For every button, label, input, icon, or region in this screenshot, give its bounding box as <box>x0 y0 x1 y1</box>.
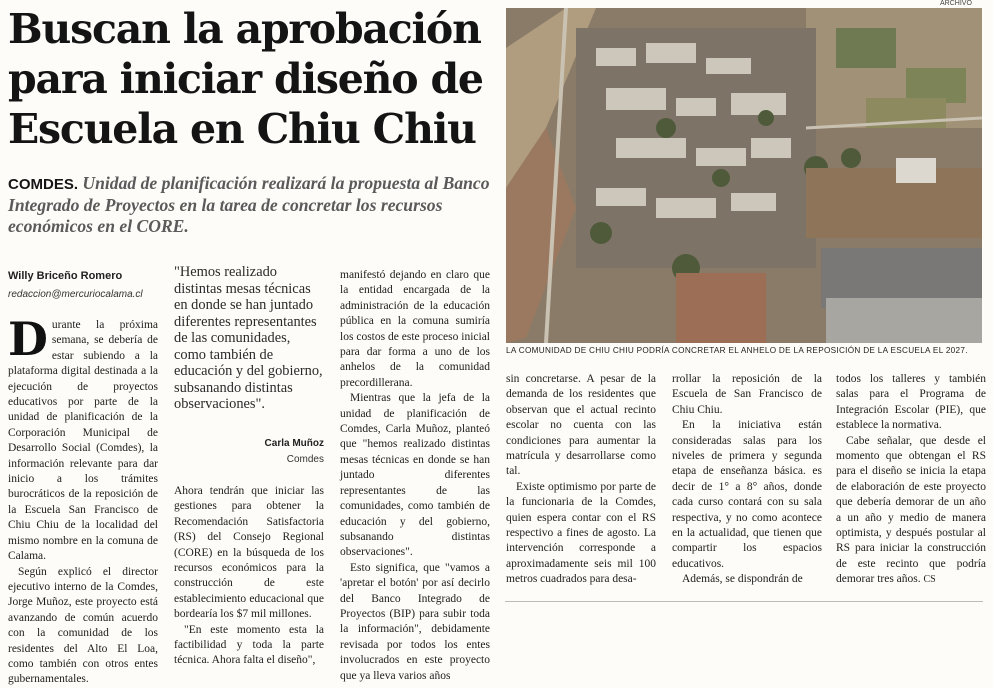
headline-line-3: Escuela en Chiu Chiu <box>8 105 476 153</box>
byline-email[interactable]: redaccion@mercuriocalama.cl <box>8 289 143 300</box>
article-column-2 <box>174 484 324 669</box>
photo-credit: ARCHIVO <box>940 0 972 7</box>
deck-kicker: COMDES. <box>8 176 79 193</box>
paragraph-text: urante la próxima semana, se debería de estar subiendo a la plataforma digital destinada a la ejecución de proyectos educativos por parte de la unidad de planificación de la Corporación Municipal de Desarrollo Social (Comdes), la información relevante para dar inicio a los trámites burocráticos de la reposición de la Escuela San Francisco de Chiu Chiu de la localidad del mismo nombre en la comuna de Calama. <box>8 319 158 563</box>
divider <box>505 601 983 602</box>
paragraph: Esto significa, que "vamos a 'apretar el botón' por así decirlo del Banco Integrado de Proyectos (BIP) para subir toda la información", debidamente revisada por todos los entes involucrados en este proyecto que ya lleva varios años <box>340 561 490 682</box>
photo-caption: LA COMUNIDAD DE CHIU CHIU PODRÍA CONCRETAR EL ANHELO DE LA REPOSICIÓN DE LA ESCUELA EL 2027. <box>506 346 968 355</box>
aerial-photo-image <box>506 8 982 343</box>
headline-line-1: Buscan la aprobación <box>8 5 481 53</box>
byline: Willy Briceño Romero <box>8 270 123 282</box>
pull-quote: "Hemos realizado distintas mesas técnicas en donde se han juntado diferentes representantes de las comunidades, como también de educación y del gobierno, subsanando distintas observaciones". <box>174 264 323 412</box>
headline-line-2: para iniciar diseño de <box>8 55 483 103</box>
paragraph: En la iniciativa están consideradas salas para los niveles de primera y segunda etapa de enseñanza básica. es decir de 1° a 8° años, donde cada curso contará con su sala respectiva, y no como acontece en la actualidad, que tienen que compartir los espacios educativos. <box>672 419 822 570</box>
article-column-4 <box>506 372 656 588</box>
paragraph: sin concretarse. A pesar de la demanda de los residentes que observan que el actual recinto escolar no cuenta con las condiciones para aumentar la matrícula y desarrollarse como tal. <box>506 373 656 478</box>
paragraph: Ahora tendrán que iniciar las gestiones para obtener la Recomendación Satisfactoria (RS) del Consejo Regional (CORE) en la búsqueda de los recursos económicos para la construcción de este establecimiento educacional que bordearía los $7 mil millones. <box>174 485 324 621</box>
article-column-1 <box>8 312 158 688</box>
article-column-5 <box>672 372 822 588</box>
headline <box>8 4 498 154</box>
paragraph-text: Cabe señalar, que desde el momento que obtengan el RS para el diseño se inicia la etapa de elaboración de este proyecto que debería demorar de un año a un año y medio de manera optimista, y después postular al RS para iniciar la construcción de este recinto que podría demorar tres años. <box>836 434 986 586</box>
paragraph: rrollar la reposición de la Escuela de San Francisco de Chiu Chiu. <box>672 373 822 416</box>
paragraph <box>8 312 158 565</box>
paragraph: Según explicó el director ejecutivo interno de la Comdes, Jorge Muñoz, este proyecto está avanzando de común acuerdo con la comunidad de los residentes del Alto El Loa, como también con otros entes gubernamentales. <box>8 565 158 686</box>
paragraph: todos los talleres y también salas para el Programa de Integración Escolar (PIE), que establece la normativa. <box>836 373 986 432</box>
paragraph: Además, se dispondrán de <box>682 573 803 586</box>
deck-text: Unidad de planificación realizará la propuesta al Banco Integrado de Proyectos en la tarea de concretar los recursos económicos en el CORE. <box>8 173 490 236</box>
pull-quote-author: Carla Muñoz <box>264 438 324 449</box>
paragraph: "En este momento esta la factibilidad y toda la parte técnica. Ahora falta el diseño", <box>174 623 324 667</box>
pull-quote-role: Comdes <box>286 454 324 465</box>
article-column-6 <box>836 372 986 588</box>
paragraph: Mientras que la jefa de la unidad de planificación de Comdes, Carla Muñoz, planteó que "hemos realizado distintas mesas técnicas en donde se han juntado diferentes representantes de las comunidades, como también de educación y del gobierno, subsanando distintas observaciones". <box>340 392 490 559</box>
paragraph: manifestó dejando en claro que la entidad encargada de la administración de la educación pública en la comuna sumiría los costos de este proceso inicial para dar forma a uno de los anhelos de la comunidad precordillerana. <box>340 269 490 389</box>
drop-cap: D <box>8 312 48 366</box>
end-mark: CS <box>923 574 936 586</box>
aerial-photo <box>506 8 982 343</box>
paragraph <box>836 434 986 588</box>
article-column-3 <box>340 268 490 684</box>
deck <box>8 173 498 237</box>
paragraph: Existe optimismo por parte de la funcionaria de la Comdes, quien espera contar con el RS respectivo a fines de agosto. La intervención corresponde a aproximadamente seis mil 100 metros cuadrados para desa- <box>506 480 656 586</box>
